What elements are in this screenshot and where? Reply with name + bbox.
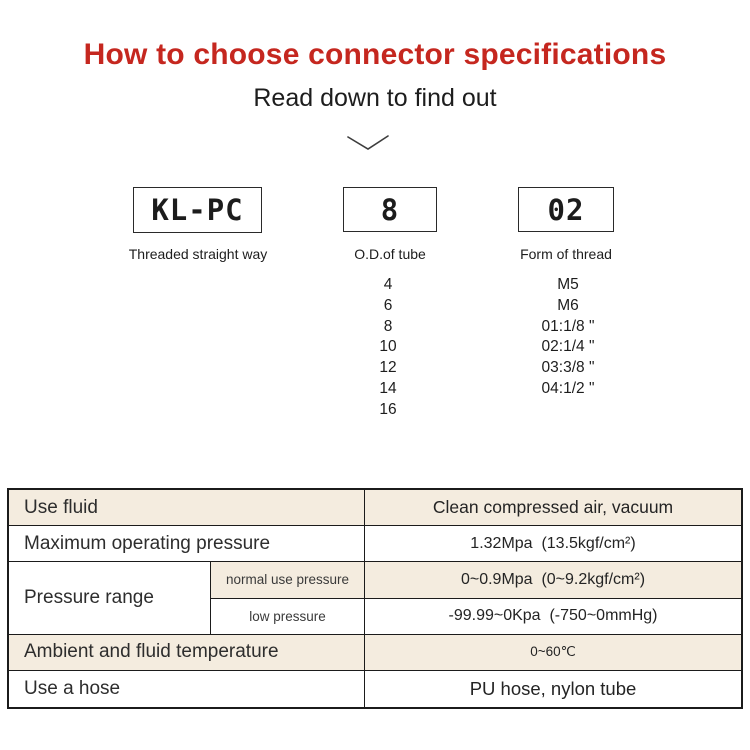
model-prefix-label: Threaded straight way — [128, 246, 268, 262]
spec-row-label-hose: Use a hose — [9, 671, 365, 707]
tube-size-code: 8 — [380, 192, 400, 227]
thread-form-item: 01:1/8 " — [541, 317, 595, 335]
spec-value-normal-pressure: 0~0.9Mpa (0~9.2kgf/cm²) — [365, 562, 741, 598]
tube-size-item: 12 — [379, 359, 397, 377]
thread-form-code: 02 — [547, 192, 585, 227]
thread-form-item: M6 — [557, 296, 579, 314]
chevron-down-icon — [345, 133, 391, 153]
model-prefix-code: KL-PC — [151, 193, 244, 227]
thread-form-label: Form of thread — [520, 246, 612, 262]
thread-form-item: 04:1/2 " — [541, 379, 595, 397]
spec-row-label-temperature: Ambient and fluid temperature — [9, 635, 365, 671]
tube-size-item: 4 — [383, 276, 393, 293]
spec-row-value-use-fluid: Clean compressed air, vacuum — [365, 490, 741, 526]
thread-form-item: M5 — [557, 276, 579, 293]
thread-form-list — [488, 275, 648, 400]
tube-size-item: 6 — [383, 296, 393, 314]
spec-table — [7, 488, 743, 709]
thread-form-box — [518, 187, 614, 232]
tube-size-item: 8 — [383, 317, 393, 335]
spec-sublabel-low-pressure: low pressure — [211, 599, 365, 635]
page-subtitle: Read down to find out — [253, 84, 497, 112]
thread-form-item: 02:1/4 " — [541, 338, 595, 356]
spec-row-value-temperature: 0~60℃ — [365, 635, 741, 671]
tube-size-label: O.D.of tube — [354, 246, 426, 262]
model-prefix-box — [133, 187, 262, 233]
thread-form-item: 03:3/8 " — [541, 359, 595, 377]
tube-size-item: 10 — [379, 338, 397, 356]
spec-row-value-hose: PU hose, nylon tube — [469, 677, 637, 699]
spec-row-label-max-pressure: Maximum operating pressure — [9, 526, 365, 562]
spec-row-label-pressure-range: Pressure range — [9, 562, 211, 634]
spec-sublabel-normal-pressure: normal use pressure — [211, 562, 365, 598]
tube-size-item: 16 — [379, 400, 397, 418]
spec-value-low-pressure: -99.99~0Kpa (-750~0mmHg) — [365, 599, 741, 635]
spec-row-label-use-fluid: Use fluid — [9, 490, 365, 526]
spec-row-value-max-pressure: 1.32Mpa (13.5kgf/cm²) — [365, 526, 741, 562]
page-title: How to choose connector specifications — [83, 38, 667, 71]
tube-size-list — [338, 275, 438, 421]
tube-size-box — [343, 187, 437, 232]
tube-size-item: 14 — [379, 379, 397, 397]
